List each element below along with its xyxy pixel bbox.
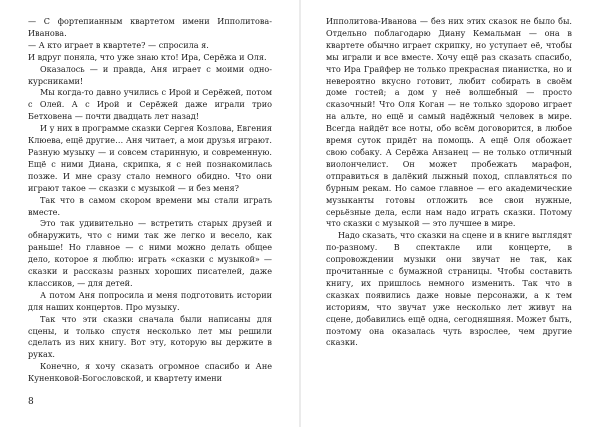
paragraph: Ипполитова-Иванова — без них этих сказок не было бы. Отдельно поблагодарю Диану Кемальман — она в квартете обычно играет скрипку, но уступает её, чтобы мы играли и все вместе. Хочу ещё раз сказать спасибо, что Ира Грайфер не только прекрасная пианистка, но и невероятно вкусно готовит, любит собирать в своём доме гостей; а дом у неё волшебный — просто сказочный! Что Оля Коган — не только здорово играет на альте, но ещё и самый надёжный человек в мире. Всегда найдёт все ноты, обо всём договорится, в любое время суток придёт на помощь. А ещё Оля обожает свою собаку. А Серёжа Анзанец — не только отличный виолончелист. Он может пробежать марафон, отправиться в далёкий лыжный поход, сплавляться по бурным рекам. Но самое главное — его академические музыканты готовы отложить все свои нужные, серьёзные дела, если нам надо играть сказки. Потому что сказки с музыкой — это лучшее в мире. (326, 16, 572, 229)
paragraph: Так что эти сказки сначала были написаны для сцены, и только спустя несколько лет мы решили сделать из них книгу. Вот эту, которую вы держите в руках. (28, 313, 272, 360)
paragraph: И у них в программе сказки Сергея Козлова, Евгения Клюева, ещё другие… Аня читает, а мои друзья играют. Разную музыку — и совсем старинную, и современную. Ещё с ними Диана, скрипка, я с ней познакомилась позже. И мне сразу стало немного обидно. Что они играют такое — сказки с музыкой — и без меня? (28, 123, 272, 193)
paragraph: И вдруг поняла, что уже знаю кто! Ира, Серёжа и Оля. (28, 51, 267, 62)
right-page (300, 0, 600, 427)
paragraph: Мы когда-то давно учились с Ирой и Серёжей, потом с Олей. А с Ирой и Серёжей даже играли трио Бетховена — почти двадцать лет назад! (28, 87, 272, 122)
paragraph: Оказалось — и правда, Аня играет с моими одно-курсниками! (28, 63, 272, 86)
paragraph: — С фортепианным квартетом имени Ипполитова-Иванова. (28, 16, 272, 38)
left-text-column (28, 16, 272, 385)
paragraph: Надо сказать, что сказки на сцене и в книге выглядят по-разному. В спектакле или концерте, в сопровождении музыки они звучат не так, как прочитанные с бумажной страницы. Чтобы составить книгу, их пришлось немного изменить. Так что в сказках появились даже новые персонажи, а к тем историям, что звучат уже несколько лет живут на сцене, добавились ещё одна, сегодняшняя. Может быть, поэтому она оказалась чуть взрослее, чем другие сказки. (326, 230, 572, 348)
paragraph: Так что в самом скором времени мы стали играть вместе. (28, 194, 272, 217)
paragraph: Это так удивительно — встретить старых друзей и обнаружить, что с ними так же легко и весело, как раньше! Но главное — с ними можно делать общее дело, которое я люблю: играть «сказки с музыкой» — сказки и рассказы разных хороших писателей, даже классиков, — для детей. (28, 218, 272, 288)
page-number: 8 (28, 397, 34, 407)
paragraph: А потом Аня попросила и меня подготовить истории для наших концертов. Про музыку. (28, 289, 272, 312)
paragraph: — А кто играет в квартете? — спросила я. (28, 39, 209, 50)
paragraph: Конечно, я хочу сказать огромное спасибо и Ане Куненковой-Богословской, и квартету имени (28, 361, 272, 384)
right-text-column (326, 16, 572, 349)
